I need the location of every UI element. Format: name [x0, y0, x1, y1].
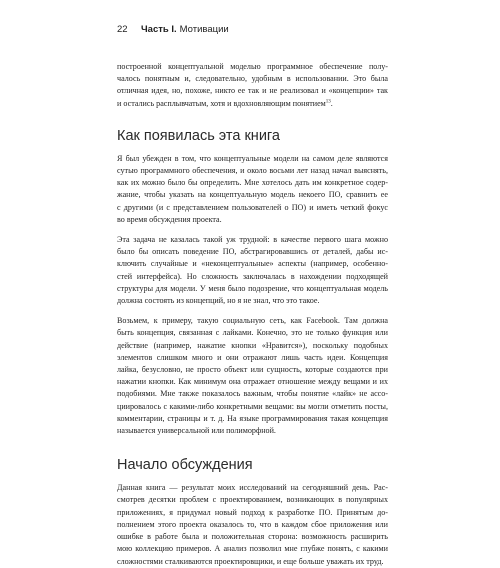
text-line: ключить случайные и «неконцептуальные» аспекты (например, особенно- [117, 259, 388, 269]
section-heading: Как появилась эта книга [117, 127, 280, 144]
text-line: Я был убежден в том, что концептуальные модели на самом деле являются [117, 153, 388, 163]
text-line: как их можно было бы определить. Мне хотелось дать им конкретное содер- [117, 178, 388, 188]
text-line: Возьмем, к примеру, такую социальную сеть, как Facebook. Там должна [117, 316, 388, 326]
text-line: подобиями. Мне также показалось важным, чтобы понятие «лайк» не ассо- [117, 389, 388, 399]
text-line: структуры для модели. У меня было подозрение, что концептуальная модель [117, 283, 388, 293]
text-line: действие (например, нажатие кнопки «Нравится»), поскольку подобных [117, 340, 388, 350]
part-title: Мотивации [179, 24, 229, 35]
text-line: называется универсальной или полиморфной. [117, 426, 276, 436]
text-line: во время обсуждения проекта. [117, 214, 222, 224]
text-line: быть концепция, связанная с лайками. Конечно, это не только функция или [117, 328, 388, 338]
text-line: сложностями сталкиваются проектировщики, и еще больше уважать их труд. [117, 556, 384, 566]
text-line: смотрев десятки проблем с проектированием, возникающих в популярных [117, 495, 388, 505]
text-line: нажатии кнопки. Как минимум она отражает отношение между вещами и их [117, 377, 388, 387]
footnote-mark[interactable]: 13 [325, 98, 331, 104]
text-line: Данная книга — результат моих исследований на сегодняшний день. Рас- [117, 483, 388, 493]
body-paragraph [117, 482, 388, 567]
text-line: комментарии, страницы и т. д. На языке программирования такая концепция [117, 413, 388, 423]
part-label: Часть I. [141, 24, 177, 35]
text-line: ошибке в работе была и положительная сторона: возможность расширить [117, 532, 388, 542]
text-line-content: и остались расплывчатым, хотя и вдохновляющим понятием [117, 98, 326, 108]
text-line: жание, чтобы указать на концептуальную модель некоего ПО, сравнить ее [117, 190, 388, 200]
text-line: построенной концептуальной моделью программное обеспечение полу- [117, 62, 388, 71]
running-header [117, 24, 388, 40]
text-line: циировалось с какими-либо конкретными вещами: вы могли отметить посты, [117, 401, 388, 411]
body-paragraph [117, 234, 388, 307]
text-line: сутью программного обеспечения, и около восьми лет назад начал выяснять, [117, 166, 388, 176]
book-page [117, 24, 388, 568]
body-paragraph [117, 153, 388, 226]
text-line: элементов слишком много и они отражают лишь часть идеи. Концепция [117, 352, 388, 362]
text-line: должна состоять из концепций, но я не знал, что это такое. [117, 296, 320, 306]
text-line [117, 98, 388, 110]
text-line: стей интерфейса). Но сложность заключалась в нахождении подходящей [117, 271, 388, 281]
text-line: с другими (и с представлением пользователей о ПО) и иметь четкий фокус [117, 202, 388, 212]
text-line: полнением этого проекта оказалось то, что в каждом сбое приложения или [117, 519, 388, 529]
intro-paragraph [117, 61, 388, 110]
text-line: лайка, безусловно, не просто объект или сущность, которые создаются при [117, 365, 388, 375]
text-line: было бы описать поведение ПО, абстрагировавшись от деталей, дабы ис- [117, 247, 388, 257]
section-heading: Начало обсуждения [117, 457, 253, 474]
text-line: отличная идея, но, похоже, никто ее так и не реализовал и «концепции» так [117, 86, 388, 96]
text-line: мою коллекцию примеров. А анализ позволил мне глубже понять, с какими [117, 544, 388, 554]
body-paragraph [117, 315, 388, 437]
text-line: чалось понятным и, следовательно, удобным в использовании. Это была [117, 74, 388, 84]
text-line: Эта задача не казалась такой уж трудной: в качестве первого шага можно [117, 235, 388, 245]
text-line: приложениях, я придумал новый подход к разработке ПО. Принятым до- [117, 507, 388, 517]
sentence-end: . [330, 98, 333, 108]
page-number: 22 [117, 24, 128, 35]
